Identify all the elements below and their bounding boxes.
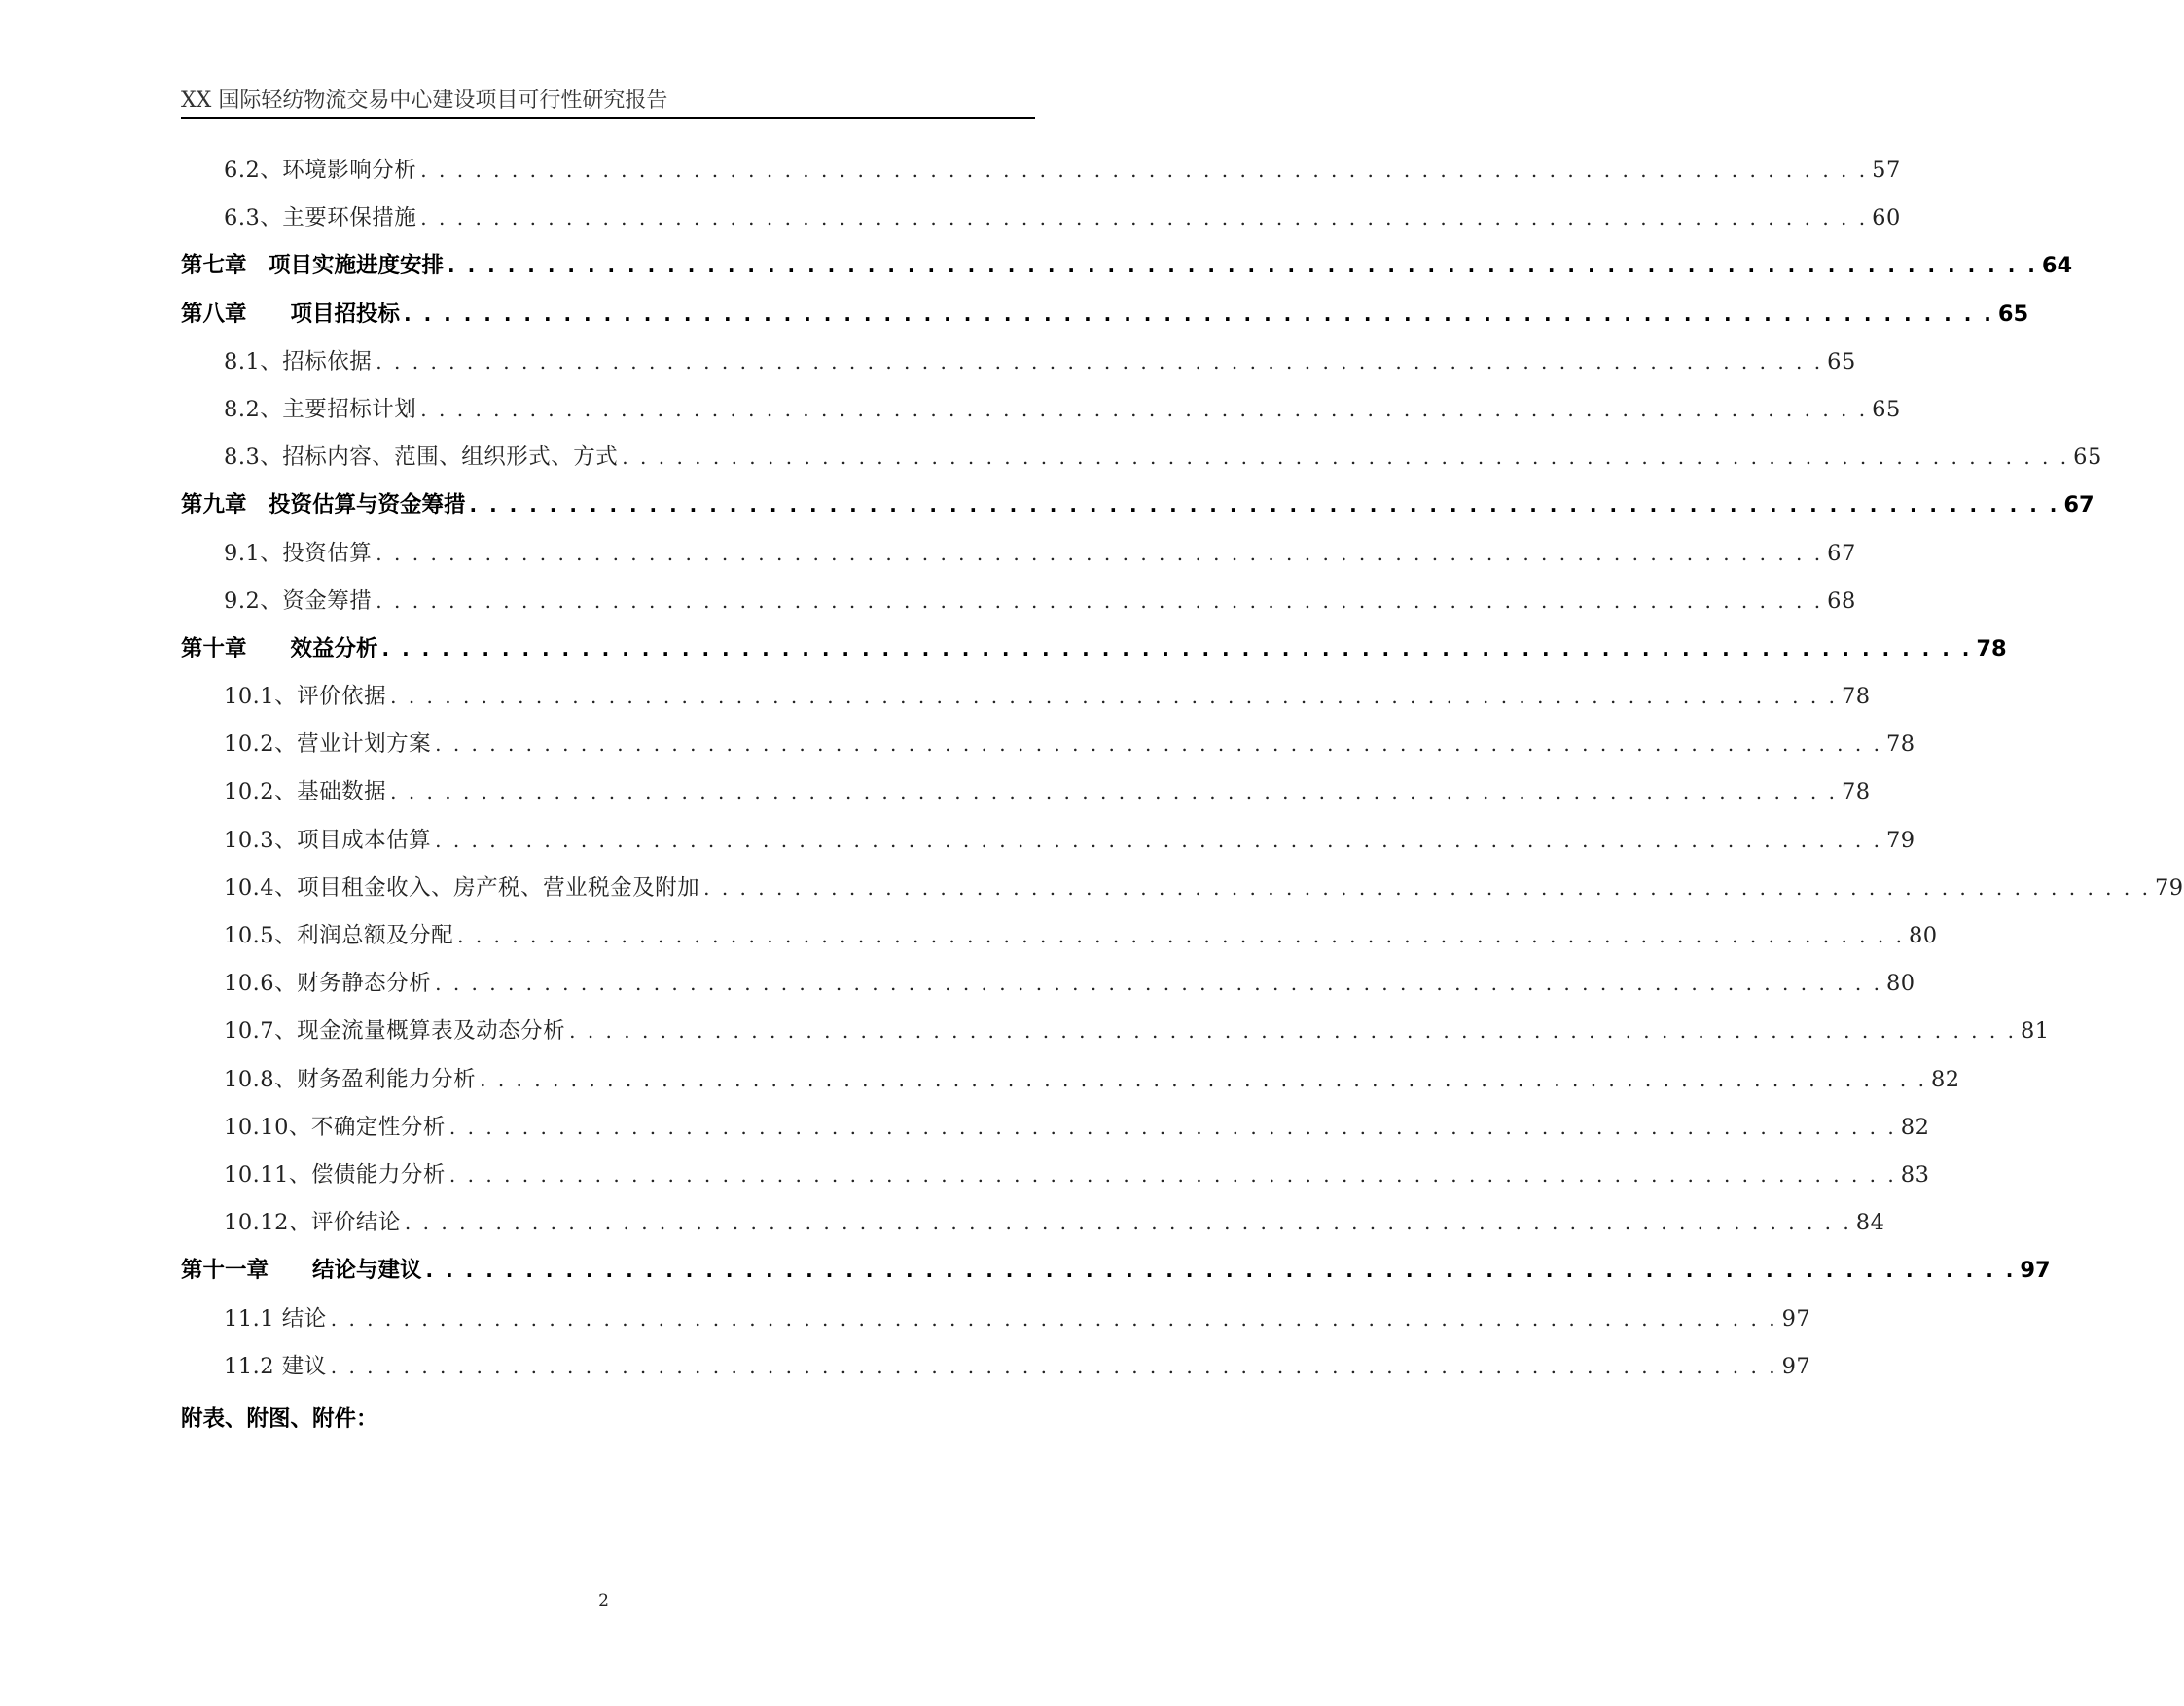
toc-entry-label: 10.8、财务盈利能力分析: [224, 1066, 477, 1092]
toc-section-entry[interactable]: [181, 1110, 1930, 1157]
toc-dot-leader: . . . . . . . . . . . . . . . . . . . . . . . . . . . . . . . . . . . . . . . . . . . . . . . . . . . . . . . . . . . . . . . . . . . . . . . . . . . . . . . .: [425, 1259, 2017, 1283]
toc-entry-page: 82: [1900, 1114, 1930, 1140]
toc-entry-label: 10.7、现金流量概算表及动态分析: [224, 1018, 566, 1045]
toc-dot-leader: . . . . . . . . . . . . . . . . . . . . . . . . . . . . . . . . . . . . . . . . . . . . . . . . . . . . . . . . . . . . . . . . . . . . . . . . . . . . . . . .: [390, 685, 1838, 709]
toc-entry-page: 84: [1855, 1210, 1885, 1236]
toc-chapter-entry[interactable]: [181, 297, 2029, 344]
toc-entry-page: 82: [1930, 1066, 1960, 1092]
toc-entry-label: 第八章 项目招投标: [181, 301, 401, 327]
toc-section-entry[interactable]: [181, 679, 1871, 727]
toc-chapter-entry[interactable]: [181, 248, 2073, 296]
toc-dot-leader: . . . . . . . . . . . . . . . . . . . . . . . . . . . . . . . . . . . . . . . . . . . . . . . . . . . . . . . . . . . . . . . . . . . . . . . . . . . . . . . .: [469, 493, 2060, 517]
toc-entry-page: 79: [1885, 827, 1915, 853]
toc-entry-page: 79: [2154, 874, 2184, 901]
toc-entry-label: 6.3、主要环保措施: [224, 205, 417, 231]
toc-dot-leader: . . . . . . . . . . . . . . . . . . . . . . . . . . . . . . . . . . . . . . . . . . . . . . . . . . . . . . . . . . . . . . . . . . . . . . . . . . . . . . . .: [457, 924, 1905, 947]
toc-entry-label: 9.1、投资估算: [224, 540, 373, 566]
toc-section-entry[interactable]: [181, 392, 1901, 440]
toc-section-entry[interactable]: [181, 871, 2184, 918]
toc-entry-page: 83: [1900, 1161, 1930, 1188]
toc-entry-page: 81: [2020, 1018, 2050, 1045]
toc-dot-leader: . . . . . . . . . . . . . . . . . . . . . . . . . . . . . . . . . . . . . . . . . . . . . . . . . . . . . . . . . . . . . . . . . . . . . . . . . . . . . . . .: [435, 732, 1882, 757]
toc-entry-page: 65: [1997, 301, 2029, 327]
toc-entry-label: 10.12、评价结论: [224, 1210, 401, 1236]
toc-dot-leader: . . . . . . . . . . . . . . . . . . . . . . . . . . . . . . . . . . . . . . . . . . . . . . . . . . . . . . . . . . . . . . . . . . . . . . . . . . . . . . . .: [480, 1067, 1927, 1091]
toc-entry-label: 8.2、主要招标计划: [224, 396, 417, 422]
toc-chapter-entry[interactable]: [181, 631, 2007, 679]
toc-entry-page: 78: [1841, 779, 1871, 805]
toc-dot-leader: . . . . . . . . . . . . . . . . . . . . . . . . . . . . . . . . . . . . . . . . . . . . . . . . . . . . . . . . . . . . . . . . . . . . . . . . . . . . . . . .: [435, 828, 1882, 852]
toc-dot-leader: . . . . . . . . . . . . . . . . . . . . . . . . . . . . . . . . . . . . . . . . . . . . . . . . . . . . . . . . . . . . . . . . . . . . . . . . . . . . . . . .: [330, 1306, 1778, 1331]
toc-dot-leader: . . . . . . . . . . . . . . . . . . . . . . . . . . . . . . . . . . . . . . . . . . . . . . . . . . . . . . . . . . . . . . . . . . . . . . . . . . . . . . . .: [622, 445, 2070, 470]
toc-chapter-entry[interactable]: [181, 487, 2094, 535]
toc-dot-leader: . . . . . . . . . . . . . . . . . . . . . . . . . . . . . . . . . . . . . . . . . . . . . . . . . . . . . . . . . . . . . . . . . . . . . . . . . . . . . . . .: [569, 1019, 2017, 1044]
toc-entry-label: 11.2 建议: [224, 1353, 327, 1379]
toc-entry-page: 68: [1827, 587, 1856, 614]
toc-dot-leader: . . . . . . . . . . . . . . . . . . . . . . . . . . . . . . . . . . . . . . . . . . . . . . . . . . . . . . . . . . . . . . . . . . . . . . . . . . . . . . . .: [381, 636, 1973, 660]
toc-dot-leader: . . . . . . . . . . . . . . . . . . . . . . . . . . . . . . . . . . . . . . . . . . . . . . . . . . . . . . . . . . . . . . . . . . . . . . . . . . . . . . . .: [404, 302, 1994, 326]
toc-section-entry[interactable]: [181, 536, 1856, 584]
toc-section-entry[interactable]: [181, 344, 1856, 392]
toc-entry-label: 10.1、评价依据: [224, 684, 387, 710]
toc-entry-page: 65: [2073, 444, 2102, 471]
page-header: [181, 84, 1035, 119]
toc-section-entry[interactable]: [181, 200, 1901, 248]
toc-entry-page: 97: [1781, 1353, 1811, 1379]
toc-entry-label: 11.1 结论: [224, 1305, 327, 1332]
toc-entry-label: 10.6、财务静态分析: [224, 971, 432, 997]
toc-entry-page: 97: [1781, 1305, 1811, 1332]
toc-chapter-entry[interactable]: [181, 1253, 2051, 1300]
toc-section-entry[interactable]: [181, 774, 1871, 822]
toc-section-entry[interactable]: [181, 1349, 1811, 1397]
toc-dot-leader: . . . . . . . . . . . . . . . . . . . . . . . . . . . . . . . . . . . . . . . . . . . . . . . . . . . . . . . . . . . . . . . . . . . . . . . . . . . . . . . .: [376, 349, 1824, 373]
toc-section-entry[interactable]: [181, 153, 1901, 200]
appendix-heading: 附表、附图、附件：: [181, 1406, 378, 1432]
toc-section-entry[interactable]: [181, 1301, 1811, 1349]
toc-entry-page: 65: [1827, 348, 1856, 374]
toc-section-entry[interactable]: [181, 440, 2102, 487]
toc-dot-leader: . . . . . . . . . . . . . . . . . . . . . . . . . . . . . . . . . . . . . . . . . . . . . . . . . . . . . . . . . . . . . . . . . . . . . . . . . . . . . . . .: [376, 588, 1824, 613]
toc-entry-label: 10.4、项目租金收入、房产税、营业税金及附加: [224, 874, 700, 901]
toc-dot-leader: . . . . . . . . . . . . . . . . . . . . . . . . . . . . . . . . . . . . . . . . . . . . . . . . . . . . . . . . . . . . . . . . . . . . . . . . . . . . . . . .: [435, 972, 1882, 996]
toc-entry-label: 10.2、基础数据: [224, 779, 387, 805]
toc-entry-page: 64: [2041, 253, 2073, 279]
toc-entry-label: 第十一章 结论与建议: [181, 1258, 422, 1284]
toc-entry-label: 第十章 效益分析: [181, 635, 378, 661]
toc-dot-leader: . . . . . . . . . . . . . . . . . . . . . . . . . . . . . . . . . . . . . . . . . . . . . . . . . . . . . . . . . . . . . . . . . . . . . . . . . . . . . . . .: [420, 159, 1869, 182]
toc-entry-label: 第九章 投资估算与资金筹措: [181, 492, 466, 518]
toc-dot-leader: . . . . . . . . . . . . . . . . . . . . . . . . . . . . . . . . . . . . . . . . . . . . . . . . . . . . . . . . . . . . . . . . . . . . . . . . . . . . . . . .: [703, 875, 2151, 900]
toc-entry-label: 6.2、环境影响分析: [224, 158, 417, 183]
toc-section-entry[interactable]: [181, 823, 1915, 871]
toc-entry-page: 80: [1908, 923, 1938, 948]
toc-entry-page: 80: [1885, 971, 1915, 997]
toc-dot-leader: . . . . . . . . . . . . . . . . . . . . . . . . . . . . . . . . . . . . . . . . . . . . . . . . . . . . . . . . . . . . . . . . . . . . . . . . . . . . . . . .: [448, 254, 2038, 278]
toc-entry-label: 9.2、资金筹措: [224, 587, 373, 614]
toc-dot-leader: . . . . . . . . . . . . . . . . . . . . . . . . . . . . . . . . . . . . . . . . . . . . . . . . . . . . . . . . . . . . . . . . . . . . . . . . . . . . . . . .: [330, 1354, 1778, 1378]
toc-dot-leader: . . . . . . . . . . . . . . . . . . . . . . . . . . . . . . . . . . . . . . . . . . . . . . . . . . . . . . . . . . . . . . . . . . . . . . . . . . . . . . . .: [420, 397, 1869, 421]
toc-dot-leader: . . . . . . . . . . . . . . . . . . . . . . . . . . . . . . . . . . . . . . . . . . . . . . . . . . . . . . . . . . . . . . . . . . . . . . . . . . . . . . . .: [420, 206, 1869, 231]
toc-entry-label: 10.5、利润总额及分配: [224, 923, 454, 948]
toc-section-entry[interactable]: [181, 1062, 1960, 1110]
toc-dot-leader: . . . . . . . . . . . . . . . . . . . . . . . . . . . . . . . . . . . . . . . . . . . . . . . . . . . . . . . . . . . . . . . . . . . . . . . . . . . . . . . .: [390, 780, 1838, 804]
toc-entry-label: 10.10、不确定性分析: [224, 1114, 446, 1140]
toc-dot-leader: . . . . . . . . . . . . . . . . . . . . . . . . . . . . . . . . . . . . . . . . . . . . . . . . . . . . . . . . . . . . . . . . . . . . . . . . . . . . . . . .: [376, 541, 1824, 565]
toc-entry-page: 78: [1885, 731, 1915, 758]
toc-section-entry[interactable]: [181, 1013, 2050, 1061]
toc-entry-page: 60: [1872, 205, 1901, 231]
toc-entry-page: 65: [1872, 396, 1901, 422]
toc-section-entry[interactable]: [181, 727, 1915, 774]
toc-section-entry[interactable]: [181, 918, 1938, 966]
toc-entry-page: 57: [1872, 158, 1901, 183]
toc-dot-leader: . . . . . . . . . . . . . . . . . . . . . . . . . . . . . . . . . . . . . . . . . . . . . . . . . . . . . . . . . . . . . . . . . . . . . . . . . . . . . . . .: [404, 1211, 1852, 1235]
toc-dot-leader: . . . . . . . . . . . . . . . . . . . . . . . . . . . . . . . . . . . . . . . . . . . . . . . . . . . . . . . . . . . . . . . . . . . . . . . . . . . . . . . .: [448, 1162, 1897, 1187]
toc-entry-page: 67: [1827, 540, 1856, 566]
table-of-contents: [181, 153, 2184, 1397]
toc-section-entry[interactable]: [181, 1157, 1930, 1205]
toc-section-entry[interactable]: [181, 1205, 1885, 1253]
toc-dot-leader: . . . . . . . . . . . . . . . . . . . . . . . . . . . . . . . . . . . . . . . . . . . . . . . . . . . . . . . . . . . . . . . . . . . . . . . . . . . . . . . .: [448, 1115, 1897, 1139]
toc-entry-label: 10.2、营业计划方案: [224, 731, 432, 758]
toc-section-entry[interactable]: [181, 584, 1856, 631]
toc-entry-label: 第七章 项目实施进度安排: [181, 253, 445, 279]
toc-section-entry[interactable]: [181, 966, 1915, 1013]
toc-entry-page: 78: [1841, 684, 1871, 710]
document-title: XX 国际轻纺物流交易中心建设项目可行性研究报告: [181, 89, 668, 113]
toc-entry-page: 97: [2020, 1258, 2051, 1284]
toc-entry-label: 10.11、偿债能力分析: [224, 1161, 446, 1188]
toc-entry-page: 67: [2063, 492, 2094, 518]
toc-entry-page: 78: [1976, 635, 2007, 661]
toc-entry-label: 10.3、项目成本估算: [224, 827, 432, 853]
toc-entry-label: 8.3、招标内容、范围、组织形式、方式: [224, 444, 619, 471]
page-number: 2: [598, 1591, 609, 1611]
toc-entry-label: 8.1、招标依据: [224, 348, 373, 374]
